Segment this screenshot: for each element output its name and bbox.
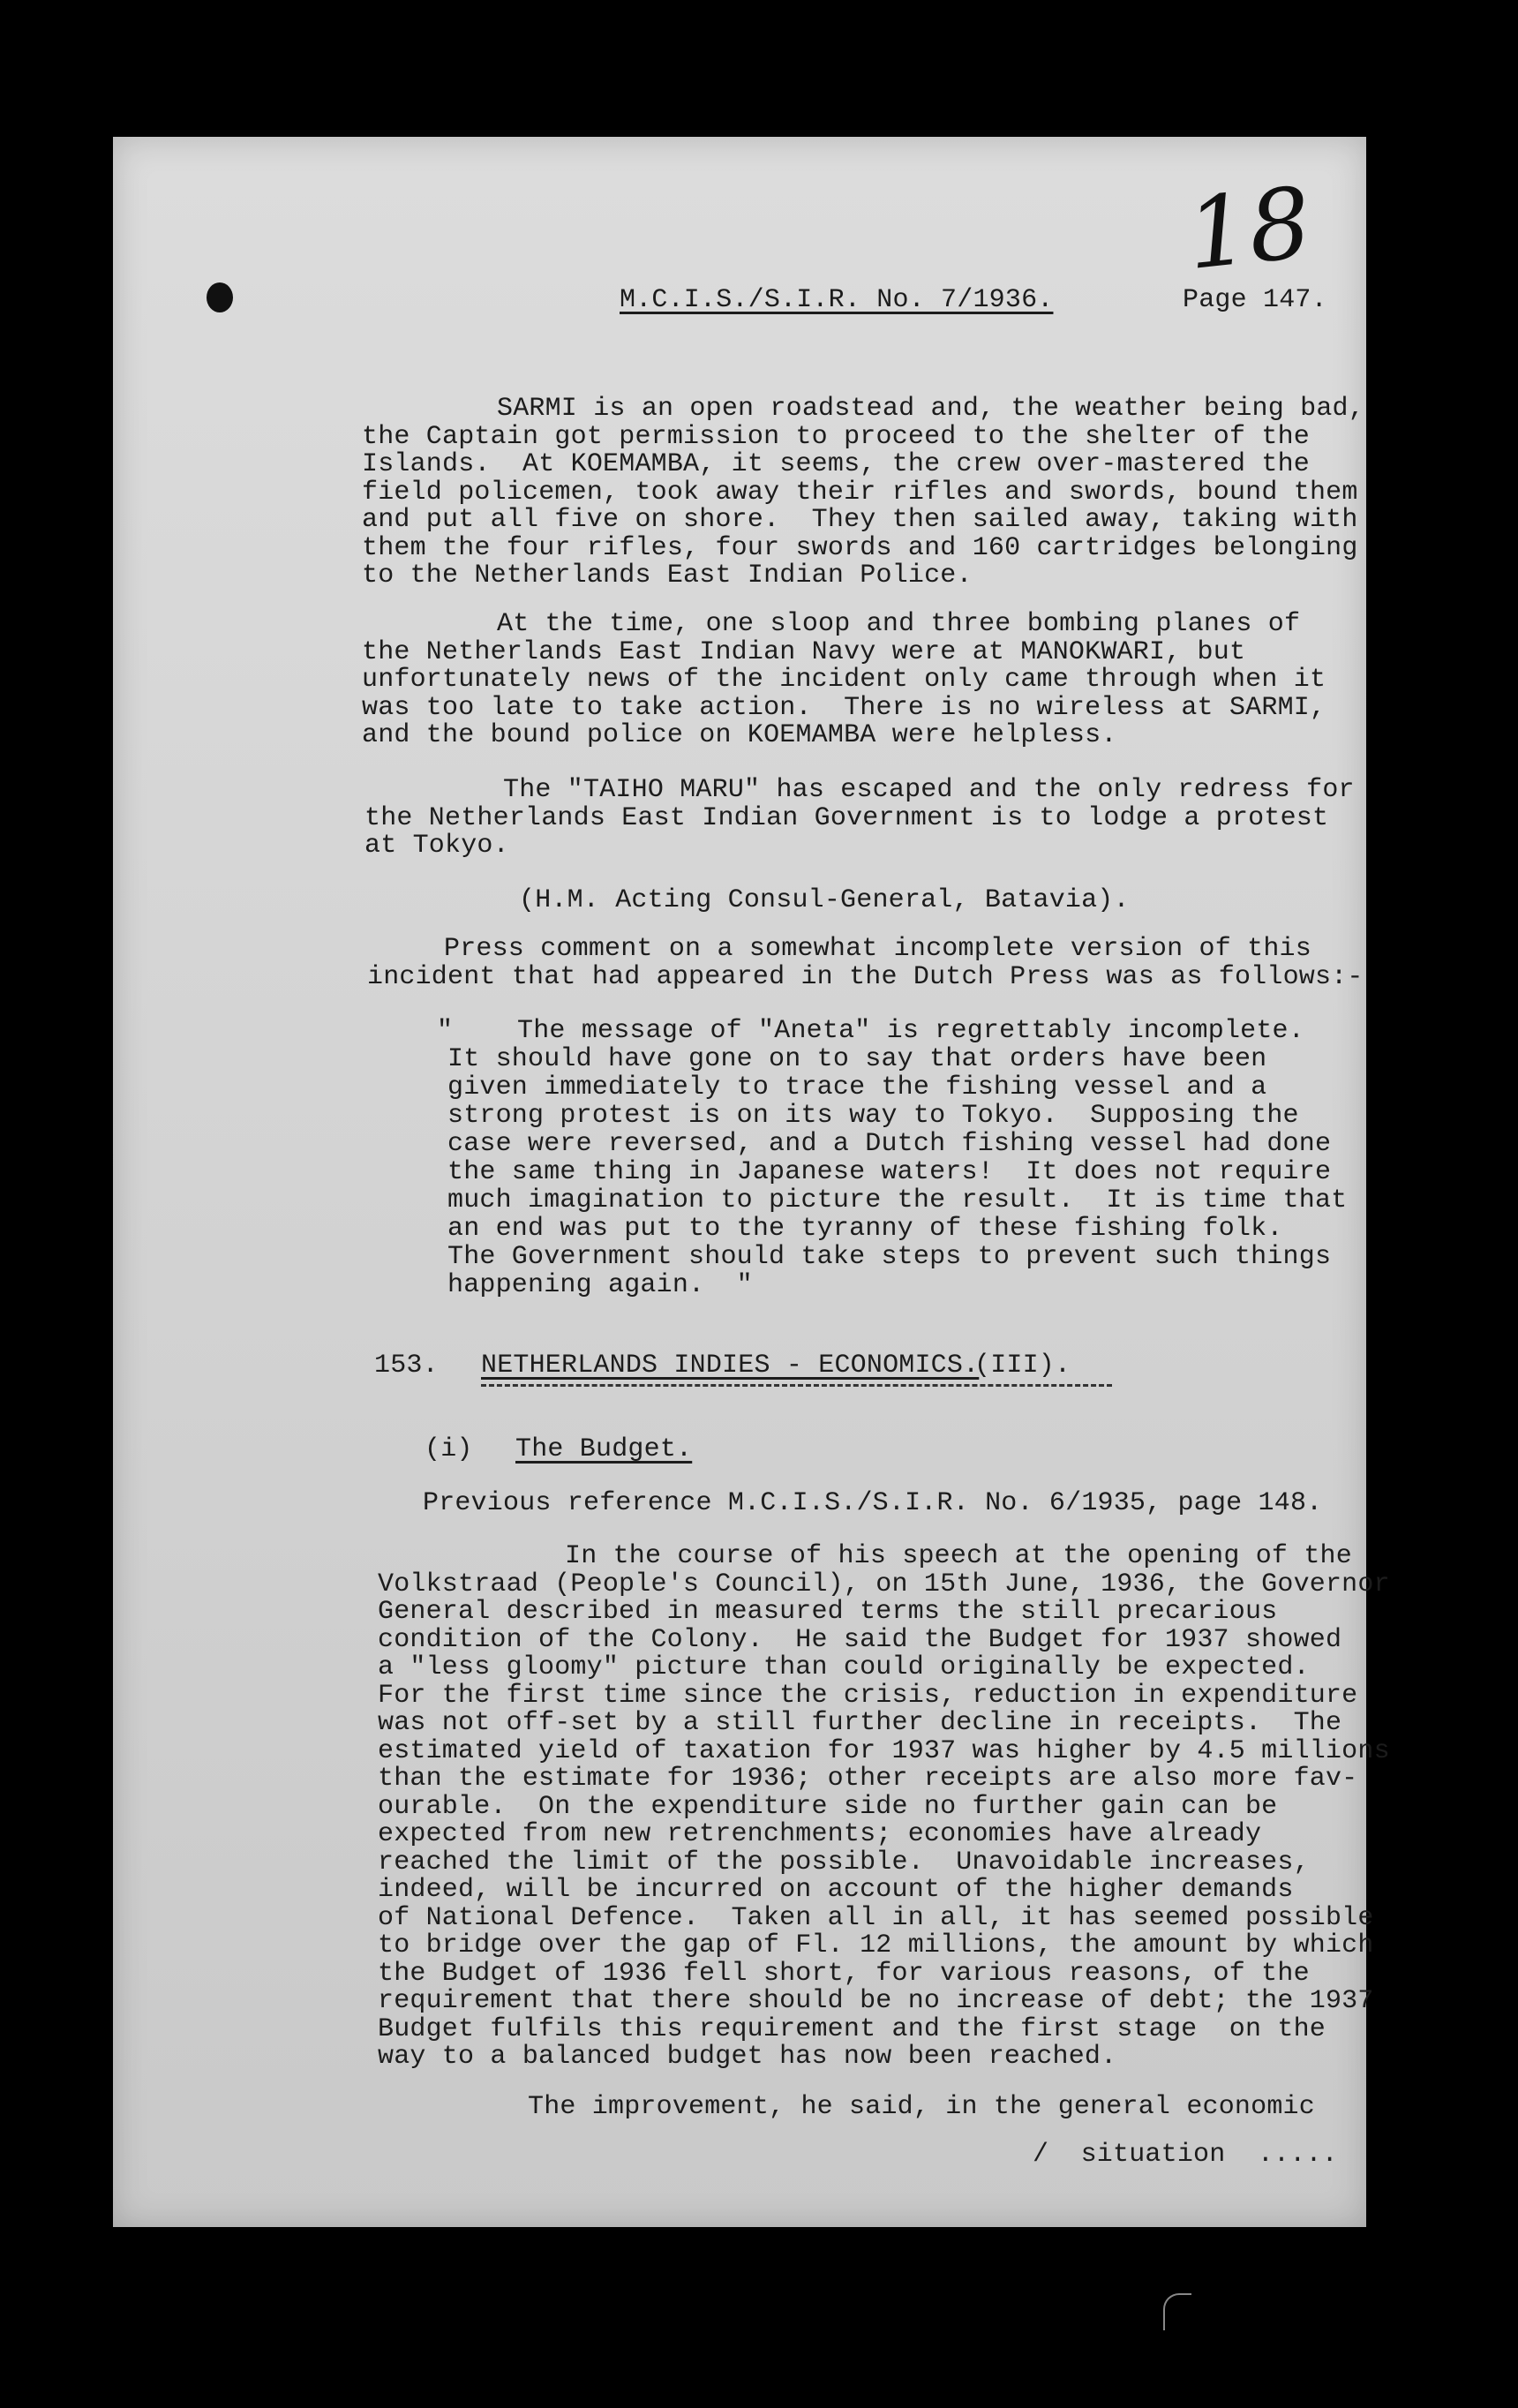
text-line: incident that had appeared in the Dutch Press was as follows:- [367, 961, 1364, 992]
report-reference: M.C.I.S./S.I.R. No. 7/1936. [620, 285, 1054, 315]
text-line: Volkstraad (People's Council), on 15th June, 1936, the Governor [378, 1569, 1390, 1599]
dashed-rule [481, 1384, 1112, 1387]
text-line: estimated yield of taxation for 1937 was higher by 4.5 millions [378, 1735, 1390, 1766]
text-line: Islands. At KOEMAMBA, it seems, the crew over-mastered the [362, 449, 1310, 479]
text-line: the Budget of 1936 fell short, for various reasons, of the [378, 1958, 1310, 1989]
text-line: Budget fulfils this requirement and the first stage on the [378, 2013, 1326, 2044]
quote-line: It should have gone on to say that orders have been [447, 1044, 1267, 1074]
text-line: field policemen, took away their rifles and swords, bound them [362, 477, 1358, 508]
text-line: unfortunately news of the incident only came through when it [362, 665, 1326, 695]
quote-line: strong protest is on its way to Tokyo. Supposing the [447, 1101, 1299, 1131]
section-number: 153. [374, 1351, 439, 1381]
folio-number: 18 [1181, 166, 1317, 291]
paragraph-6: The improvement, he said, in the general economic [528, 2092, 1315, 2122]
section-part: (III). [974, 1351, 1071, 1381]
text-line: For the first time since the crisis, reduction in expenditure [378, 1680, 1358, 1711]
text-line: was not off-set by a still further decline in receipts. The [378, 1708, 1342, 1738]
quote-line: much imagination to picture the result. It is time that [447, 1185, 1348, 1215]
text-line: In the course of his speech at the opening of the [565, 1541, 1352, 1571]
section-title: NETHERLANDS INDIES - ECONOMICS. [481, 1351, 980, 1381]
text-line: of National Defence. Taken all in all, it has seemed possible [378, 1902, 1374, 1933]
text-line: The "TAIHO MARU" has escaped and the only redress for [503, 775, 1355, 805]
text-line: and the bound police on KOEMAMBA were helpless. [362, 720, 1117, 750]
text-line: Press comment on a somewhat incomplete version of this [444, 934, 1311, 964]
text-line: to the Netherlands East Indian Police. [362, 561, 973, 591]
quote-line: given immediately to trace the fishing vessel and a [447, 1072, 1267, 1102]
text-line: at Tokyo. [364, 831, 509, 861]
subsection-title: The Budget. [515, 1434, 693, 1464]
text-line: and put all five on shore. They then sailed away, taking with [362, 505, 1358, 535]
previous-reference: Previous reference M.C.I.S./S.I.R. No. 6/1935, page 148. [423, 1488, 1323, 1518]
text-line: was too late to take action. There is no wireless at SARMI, [362, 692, 1326, 723]
quote-line: the same thing in Japanese waters! It does not require [447, 1157, 1332, 1187]
page-number: Page 147. [1183, 285, 1327, 315]
quote-line: " The message of "Aneta" is regrettably incomplete. [437, 1016, 1304, 1046]
subsection-number: (i) [425, 1434, 473, 1464]
margin-mark [1163, 2293, 1191, 2330]
quote-line: The Government should take steps to prevent such things [447, 1242, 1332, 1272]
text-line: the Netherlands East Indian Navy were at MANOKWARI, but [362, 636, 1246, 667]
text-line: SARMI is an open roadstead and, the weather being bad, [497, 394, 1364, 424]
text-line: a "less gloomy" picture than could originally be expected. [378, 1652, 1310, 1682]
text-line: General described in measured terms the still precarious [378, 1597, 1278, 1627]
text-line: expected from new retrenchments; economies have already [378, 1819, 1262, 1849]
text-line: indeed, will be incurred on account of the higher demands [378, 1875, 1294, 1905]
text-line: the Captain got permission to proceed to the shelter of the [362, 421, 1310, 452]
text-line: the Netherlands East Indian Government is to lodge a protest [364, 802, 1329, 833]
text-line: reached the limit of the possible. Unavoidable increases, [378, 1847, 1310, 1877]
text-line: them the four rifles, four swords and 160 cartridges belonging [362, 532, 1358, 563]
quote-line: an end was put to the tyranny of these fishing folk. [447, 1214, 1283, 1244]
quote-line: case were reversed, and a Dutch fishing vessel had done [447, 1129, 1332, 1159]
punch-hole [207, 282, 233, 312]
attribution: (H.M. Acting Consul-General, Batavia). [519, 885, 1130, 915]
catchword: / situation ..... [1033, 2140, 1338, 2170]
text-line: to bridge over the gap of Fl. 12 millions, the amount by which [378, 1930, 1374, 1960]
text-line: ourable. On the expenditure side no further gain can be [378, 1791, 1278, 1822]
text-line: than the estimate for 1936; other receipts are also more fav- [378, 1764, 1358, 1794]
text-line: condition of the Colony. He said the Budget for 1937 showed [378, 1624, 1342, 1655]
text-line: requirement that there should be no increase of debt; the 1937 [378, 1986, 1374, 2016]
quote-line: happening again. " [447, 1270, 753, 1300]
text-line: way to a balanced budget has now been reached. [378, 2042, 1117, 2072]
text-line: At the time, one sloop and three bombing planes of [497, 609, 1301, 639]
